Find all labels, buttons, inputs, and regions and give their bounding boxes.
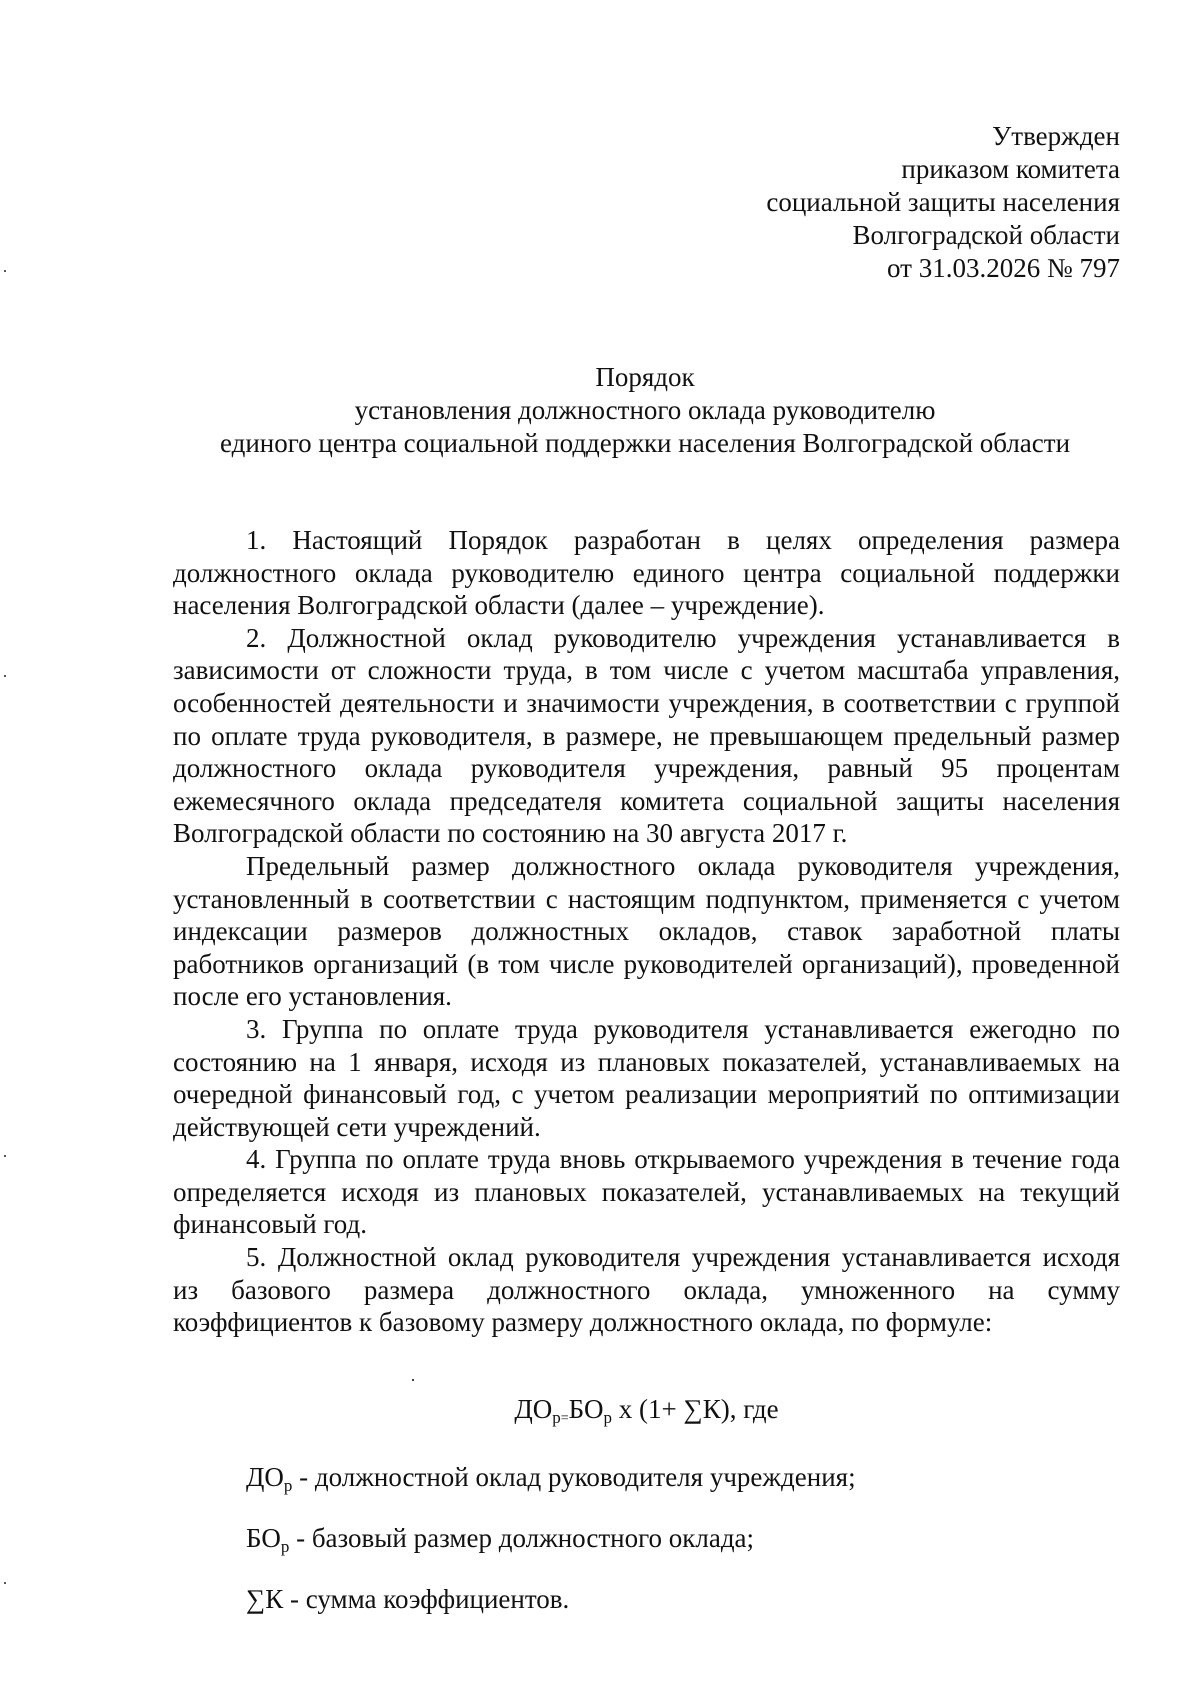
approval-line: приказом комитета [901, 154, 1120, 184]
document-title [170, 361, 1120, 460]
approval-line: Утвержден [992, 121, 1120, 151]
salary-formula [173, 1392, 1120, 1436]
paragraph-5: 5. Должностной оклад руководителя учреждения устанавливается исходя из базового размера должностного оклада, умноженного на сумму коэффициентов к базовому размеру должностного оклада, по формуле: [173, 1242, 1120, 1338]
legend-text: - базовый размер должностного оклада; [289, 1523, 755, 1553]
formula-do: ДО [514, 1394, 553, 1424]
legend-symbol: ДО [246, 1462, 284, 1492]
legend-sub: р [280, 1537, 290, 1556]
document-body [173, 524, 1120, 1339]
paragraph-2: 2. Должностной оклад руководителю учреждения устанавливается в зависимости от сложности труда, в том числе с учетом масштаба управления, особенностей деятельности и значимости учреждения, в соответствии с группой по оплате труда руководителя, в размере, не превышающем предельный размер должностного оклада руководителя учреждения, равный 95 процентам ежемесячного оклада председателя комитета социальной защиты населения Волгоградской области по состоянию на 30 августа 2017 г. [173, 622, 1120, 849]
approval-stamp [560, 120, 1120, 285]
approval-line: Волгоградской области [852, 220, 1120, 250]
formula-sub: р [603, 1408, 612, 1427]
approval-date-number: от 31.03.2026 № 797 [887, 253, 1120, 283]
paragraph-1: 1. Настоящий Порядок разработан в целях определения размера должностного оклада руководителю единого центра социальной поддержки населения Волгоградской области (далее – учреждение). [173, 525, 1120, 621]
legend-sub: р [283, 1476, 293, 1495]
formula-sub: р [552, 1408, 561, 1427]
formula-bo: БО [568, 1394, 604, 1424]
title-line: установления должностного оклада руководителю [354, 395, 936, 425]
title-line: единого центра социальной поддержки населения Волгоградской области [219, 428, 1071, 458]
margin-mark [4, 270, 6, 272]
title-line: Порядок [595, 362, 695, 392]
legend-text: - должностной оклад руководителя учреждения; [292, 1462, 856, 1492]
margin-mark [4, 1582, 6, 1584]
legend-symbol: БО [246, 1523, 281, 1553]
paragraph-3: 3. Группа по оплате труда руководителя устанавливается ежегодно по состоянию на 1 января, исходя из плановых показателей, устанавливаемых на очередной финансовый год, с учетом реализации мероприятий по оптимизации действующей сети учреждений. [173, 1013, 1120, 1142]
margin-mark [4, 675, 6, 677]
scan-speck [412, 1379, 414, 1381]
legend-item-sum [246, 1582, 569, 1616]
paragraph-2-note: Предельный размер должностного оклада руководителя учреждения, установленный в соответствии с настоящим подпунктом, применяется с учетом индексации размеров должностных окладов, ставок заработной платы работников организаций (в том числе руководителей организаций), проведенной после его установления. [173, 850, 1120, 1012]
paragraph-4: 4. Группа по оплате труда вновь открываемого учреждения в течение года определяется исходя из плановых показателей, устанавливаемых на текущий финансовый год. [173, 1144, 1120, 1240]
legend-item-do [246, 1460, 856, 1494]
approval-line: социальной защиты населения [766, 187, 1120, 217]
formula-equals: = [560, 1411, 569, 1426]
formula-rest: х (1+ ∑К), где [611, 1394, 779, 1424]
margin-mark [4, 1155, 6, 1157]
legend-item-bo [246, 1521, 754, 1555]
legend-text: ∑К - сумма коэффициентов. [246, 1584, 570, 1614]
